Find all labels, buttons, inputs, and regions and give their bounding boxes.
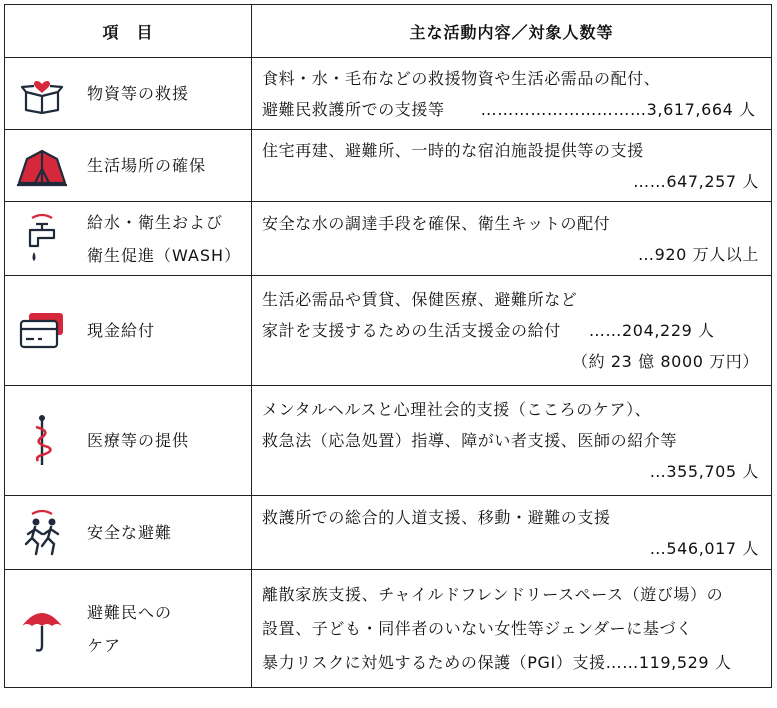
item-label: 避難民への ケア <box>87 602 173 655</box>
evacuation-icon <box>5 508 79 558</box>
activity-table <box>4 4 772 688</box>
count-value: …355,705 人 <box>649 462 759 481</box>
amount-note: （約 23 億 8000 万円） <box>571 352 759 371</box>
content-cell: 生活必需品や賃貸、保健医療、避難所など 家計を支援するための生活支援金の給付 ……204,229 人 （約 23 億 8000 万円） <box>252 276 772 386</box>
count-value: ……204,229 人 <box>588 321 715 340</box>
item-cell <box>5 276 252 386</box>
count-value: …………………………3,617,664 人 <box>480 99 756 119</box>
content-cell: 食料・水・毛布などの救援物資や生活必需品の配付、 避難民救護所での支援等 …………………………3,617,664 人 <box>252 58 772 130</box>
header-row <box>5 5 772 58</box>
table-row <box>5 276 772 386</box>
content-cell: 住宅再建、避難所、一時的な宿泊施設提供等の支援 ……647,257 人 <box>252 130 772 202</box>
water-tap-icon <box>5 212 79 266</box>
item-cell <box>5 386 252 496</box>
header-item: 項 目 <box>5 5 252 58</box>
item-cell <box>5 202 252 276</box>
item-label: 物資等の救援 <box>87 84 190 103</box>
medical-caduceus-icon <box>5 413 79 469</box>
item-label: 生活場所の確保 <box>87 156 207 175</box>
content-cell: 離散家族支援、チャイルドフレンドリースペース（遊び場）の 設置、子ども・同伴者のいない女性等ジェンダーに基づく 暴力リスクに対処するための保護（PGI）支援……119,529 人 <box>252 570 772 688</box>
item-cell <box>5 130 252 202</box>
item-cell <box>5 570 252 688</box>
table-row <box>5 202 772 276</box>
item-label: 安全な避難 <box>87 523 173 542</box>
umbrella-icon <box>5 604 79 654</box>
count-value: …546,017 人 <box>649 538 759 558</box>
tent-icon <box>5 145 79 187</box>
content-cell: メンタルヘルスと心理社会的支援（こころのケア）、 救急法（応急処置）指導、障がい者支援、医師の紹介等 …355,705 人 <box>252 386 772 496</box>
relief-box-icon <box>5 74 79 114</box>
content-cell: 救護所での総合的人道支援、移動・避難の支援 …546,017 人 <box>252 496 772 570</box>
item-label: 現金給付 <box>87 321 156 340</box>
table-row <box>5 130 772 202</box>
count-value: …920 万人以上 <box>637 244 759 264</box>
item-label: 医療等の提供 <box>87 431 190 450</box>
table-row <box>5 386 772 496</box>
table-row <box>5 58 772 130</box>
item-cell <box>5 496 252 570</box>
header-content: 主な活動内容／対象人数等 <box>252 5 772 58</box>
count-value: ……647,257 人 <box>633 171 759 191</box>
table-row <box>5 496 772 570</box>
item-cell <box>5 58 252 130</box>
activity-table-wrapper <box>4 4 772 688</box>
content-cell: 安全な水の調達手段を確保、衛生キットの配付 …920 万人以上 <box>252 202 772 276</box>
cash-card-icon <box>5 311 79 351</box>
item-label: 給水・衛生および 衛生促進（WASH） <box>87 212 242 265</box>
table-row <box>5 570 772 688</box>
